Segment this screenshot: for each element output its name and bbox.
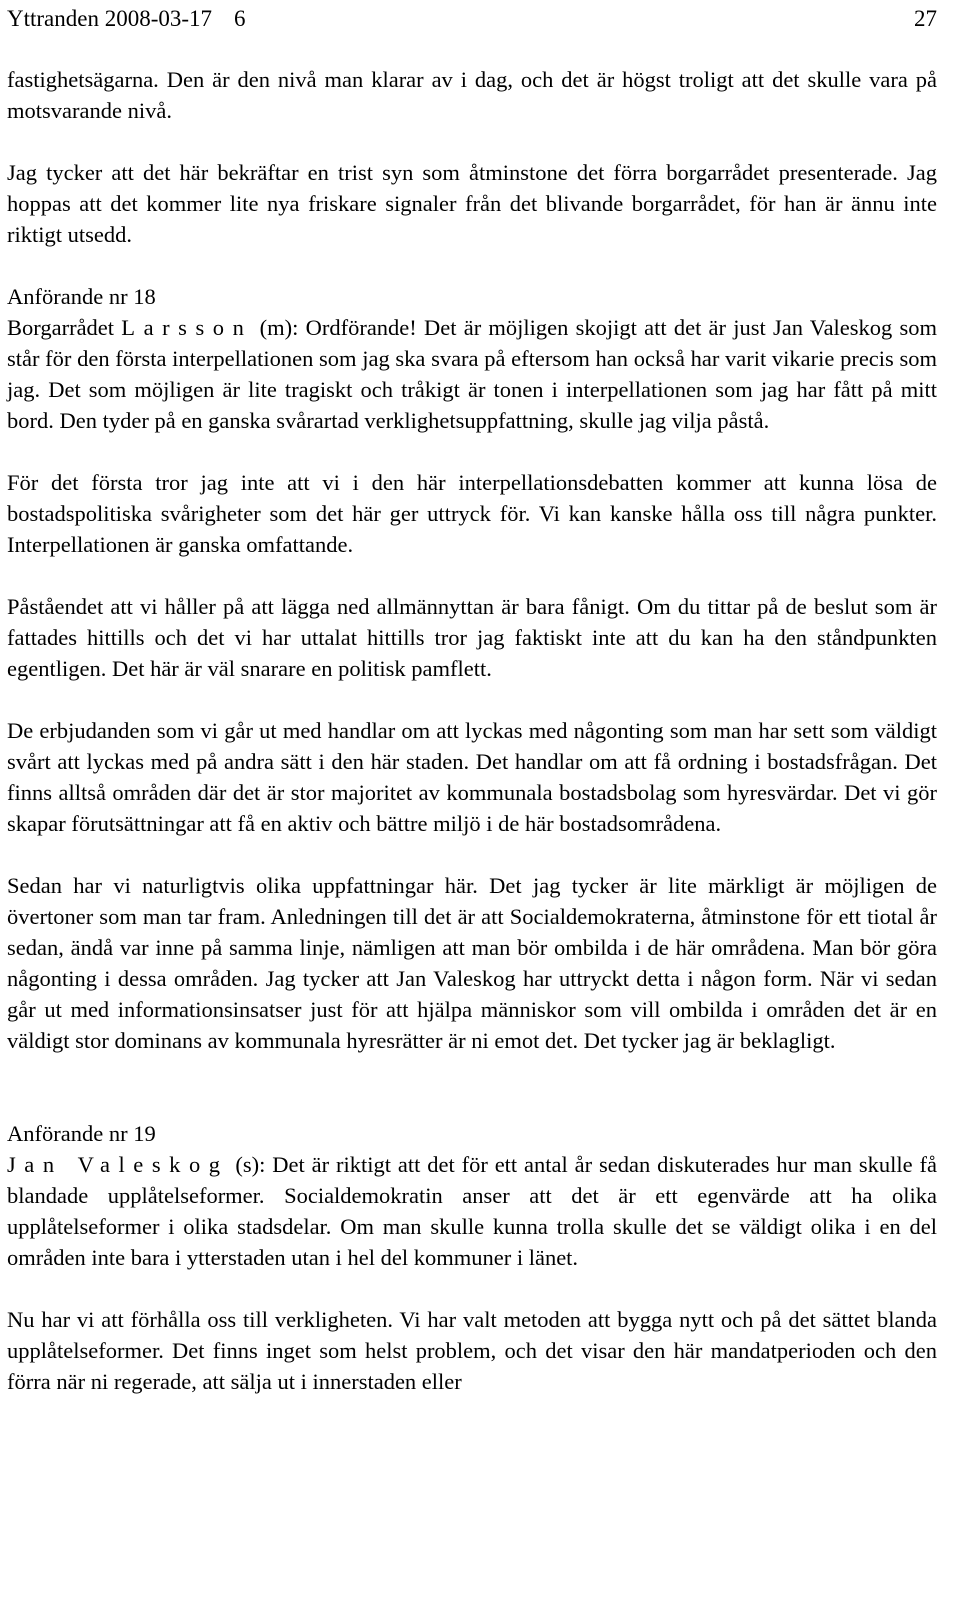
page-header: [7, 3, 937, 34]
speaker-name: Larsson: [121, 315, 253, 340]
document-page: [7, 0, 937, 1397]
paragraph: Jag tycker att det här bekräftar en trist syn som åtminstone det förra borgarrådet presenterade. Jag hoppas att det kommer lite nya friskare signaler från det blivande borgarrådet, för han är ännu inte riktigt utsedd.: [7, 160, 937, 247]
speech-19-opening: [7, 1149, 937, 1273]
header-date-title: Yttranden 2008-03-17: [7, 6, 213, 31]
header-section-number: 6: [234, 6, 246, 31]
speaker-party: (s):: [235, 1152, 266, 1177]
speech-text: Ordförande! Det är möjligen skojigt att det är just Jan Valeskog som står för den första interpellationen som jag ska svara på eftersom han också har varit vikarie precis som jag. Det som möjligen är lite tragiskt och tråkigt är tonen i interpellationen som jag har fått på mitt bord. Den tyder på en ganska svårartad verklighetsuppfattning, skulle jag vilja påstå.: [7, 315, 938, 433]
paragraph: fastighetsägarna. Den är den nivå man klarar av i dag, och det är högst troligt att det skulle vara på motsvarande nivå.: [7, 67, 937, 123]
page-number: 27: [914, 6, 937, 31]
paragraph: Påståendet att vi håller på att lägga ned allmännyttan är bara fånigt. Om du tittar på de beslut som är fattades hittills och det vi har uttalat hittills tror jag faktiskt inte att du kan ha den ståndpunkten egentligen. Det här är väl snarare en politisk pamflett.: [7, 594, 937, 681]
speech-heading-19: Anförande nr 19: [7, 1121, 156, 1146]
paragraph: Sedan har vi naturligtvis olika uppfattningar här. Det jag tycker är lite märkligt är möjligen de övertoner som man tar fram. Anledningen till det är att Socialdemokraterna, åtminstone för ett tiotal år sedan, ändå var inne på samma linje, nämligen att man bör ombilda i de här områdena. Man bör göra någonting i dessa områden. Jag tycker att Jan Valeskog har uttryckt detta i någon form. När vi sedan går ut med informationsinsatser just för att hjälpa människor som vill ombilda i områden det är en väldigt stor dominans av kommunala hyresrätter är ni emot det. Det tycker jag är beklagligt.: [7, 873, 937, 1053]
speaker-party: (m):: [259, 315, 299, 340]
paragraph: För det första tror jag inte att vi i den här interpellationsdebatten kommer att kunna lösa de bostadspolitiska svårigheter som det här ger uttryck för. Vi kan kanske hålla oss till några punkter. Interpellationen är ganska omfattande.: [7, 470, 937, 557]
header-left: [7, 3, 246, 34]
paragraph: De erbjudanden som vi går ut med handlar om att lyckas med någonting som man har sett som väldigt svårt att lyckas med på andra sätt i den här staden. Det handlar om att få ordning i bostadsfrågan. Det finns alltså områden där det är stor majoritet av kommunala bostadsbolag som hyresvärdar. Det vi gör skapar förutsättningar att få en aktiv och bättre miljö i de här bostadsområdena.: [7, 718, 937, 836]
section-gap: [7, 1056, 937, 1118]
speaker-role: Borgarrådet: [7, 315, 115, 340]
speech-heading-18: Anförande nr 18: [7, 284, 156, 309]
speech-18-opening: [7, 312, 937, 436]
speech-text: Det är riktigt att det för ett antal år sedan diskuterades hur man skulle få blandade upplåtelseformer. Socialdemokratin anser att det är ett egenvärde att ha olika upplåtelseformer i olika stadsdelar. Om man skulle kunna trolla skulle det se väldigt olika i en del områden inte bara i ytterstaden utan i hel del kommuner i länet.: [7, 1152, 938, 1270]
speaker-name: Jan Valeskog: [7, 1152, 229, 1177]
paragraph: Nu har vi att förhålla oss till verkligheten. Vi har valt metoden att bygga nytt och på det sättet blanda upplåtelseformer. Det finns inget som helst problem, och det visar den här mandatperioden och den förra när ni regerade, att sälja ut i innerstaden eller: [7, 1307, 937, 1394]
